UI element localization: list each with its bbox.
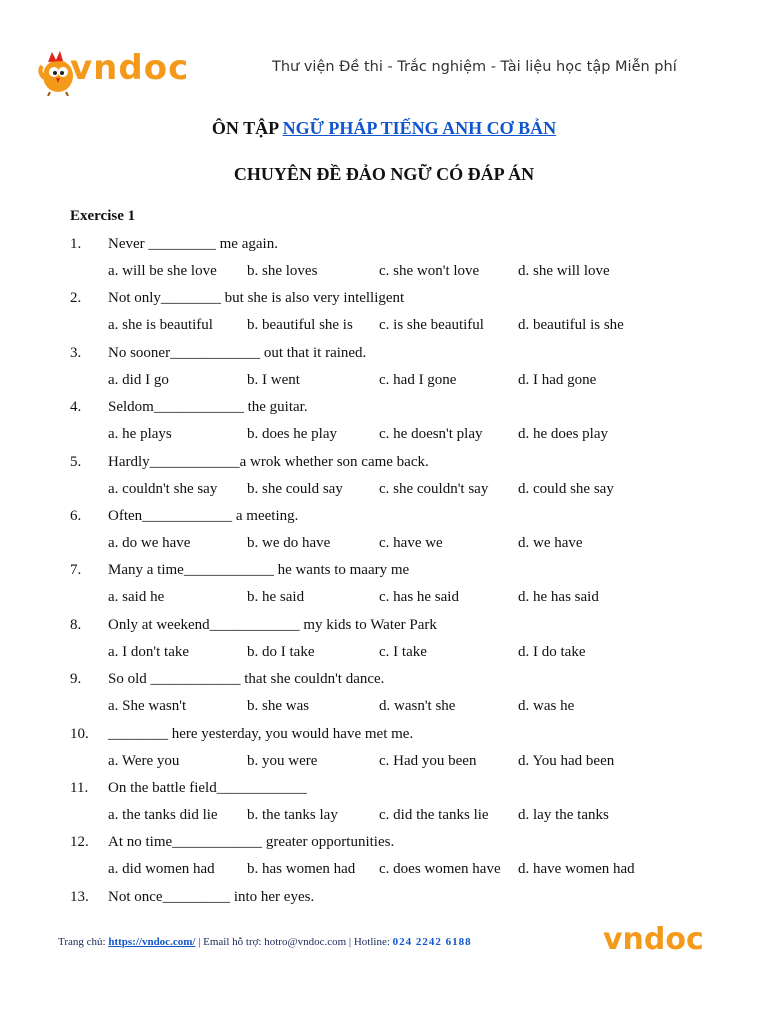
question-stem: No sooner____________ out that it rained. — [108, 344, 367, 361]
header-tagline: Thư viện Đề thi - Trắc nghiệm - Tài liệu học tập Miễn phí — [272, 59, 677, 75]
footer-vndoc-logo: vndoc — [603, 922, 704, 957]
option-d: d. You had been — [518, 752, 615, 769]
option-c: c. she couldn't say — [379, 480, 489, 497]
question-stem: Not once_________ into her eyes. — [108, 888, 315, 905]
footer-home-link[interactable]: https://vndoc.com/ — [108, 936, 196, 948]
question-stem: On the battle field____________ — [108, 779, 307, 796]
option-a: a. couldn't she say — [108, 480, 218, 497]
option-b: b. she was — [247, 698, 310, 715]
page-title — [0, 118, 768, 139]
option-c: c. has he said — [379, 589, 459, 606]
question-item — [0, 774, 768, 828]
page-header — [0, 0, 768, 110]
question-stem: Only at weekend____________ my kids to Water Park — [108, 616, 437, 633]
option-b: b. we do have — [247, 534, 331, 551]
question-number: 3. — [70, 344, 82, 361]
question-item — [0, 828, 768, 882]
option-a: a. she is beautiful — [108, 317, 213, 334]
option-d: d. was he — [518, 698, 575, 715]
option-a: a. Were you — [108, 752, 180, 769]
question-stem: So old ____________ that she couldn't dance. — [108, 671, 385, 688]
footer-email-text: | Email hỗ trợ: hotro@vndoc.com | Hotline: — [195, 936, 393, 948]
question-item — [0, 556, 768, 610]
question-stem: Hardly____________a wrok whether son came back. — [108, 453, 429, 470]
option-d: d. she will love — [518, 263, 610, 279]
question-item — [0, 720, 768, 774]
question-item — [0, 611, 768, 665]
title-prefix: ÔN TẬP — [211, 118, 283, 138]
option-b: b. has women had — [247, 861, 356, 878]
option-a: a. said he — [108, 589, 165, 606]
question-list — [0, 230, 768, 937]
option-b: b. beautiful she is — [247, 317, 353, 334]
question-number: 8. — [70, 616, 82, 633]
title-link[interactable]: NGỮ PHÁP TIẾNG ANH CƠ BẢN — [282, 118, 557, 138]
option-b: b. does he play — [247, 426, 337, 443]
vndoc-logo-text: vndoc — [70, 48, 190, 88]
option-d: d. have women had — [518, 861, 635, 878]
question-stem: Often____________ a meeting. — [108, 507, 299, 524]
option-d: d. I do take — [518, 643, 586, 660]
option-a: a. he plays — [108, 426, 172, 443]
option-b: b. she could say — [247, 480, 343, 497]
page-footer — [58, 936, 472, 948]
question-stem: ________ here yesterday, you would have met me. — [108, 725, 414, 742]
option-b: b. do I take — [247, 643, 315, 660]
question-number: 2. — [70, 290, 82, 307]
option-a: a. did I go — [108, 371, 169, 388]
option-d: d. I had gone — [518, 371, 597, 388]
question-item — [0, 339, 768, 393]
question-number: 9. — [70, 671, 82, 688]
option-a: a. did women had — [108, 861, 215, 878]
question-item — [0, 448, 768, 502]
footer-home-label: Trang chủ: — [58, 936, 109, 948]
option-c: c. have we — [379, 534, 443, 551]
option-d: d. lay the tanks — [518, 806, 609, 823]
option-c: c. he doesn't play — [379, 426, 483, 443]
option-c: c. is she beautiful — [379, 317, 484, 334]
question-number: 11. — [70, 779, 89, 796]
question-stem: Seldom____________ the guitar. — [108, 399, 308, 416]
option-d: d. we have — [518, 534, 583, 551]
question-number: 5. — [70, 453, 82, 470]
question-number: 12. — [70, 834, 89, 851]
question-item — [0, 284, 768, 338]
question-item — [0, 665, 768, 719]
option-b: b. the tanks lay — [247, 806, 338, 823]
footer-hotline: 024 2242 6188 — [392, 936, 472, 948]
option-a: a. do we have — [108, 534, 191, 551]
option-c: c. had I gone — [379, 371, 457, 388]
option-b: b. he said — [247, 589, 305, 606]
question-number: 6. — [70, 507, 82, 524]
question-number: 1. — [70, 236, 82, 252]
question-number: 10. — [70, 725, 89, 742]
option-b: b. I went — [247, 371, 300, 388]
question-number: 13. — [70, 888, 89, 905]
option-a: a. I don't take — [108, 643, 190, 660]
question-number: 7. — [70, 562, 82, 579]
option-b: b. you were — [247, 752, 318, 769]
option-a: a. will be she love — [108, 263, 217, 279]
question-item — [0, 502, 768, 556]
option-c: c. Had you been — [379, 752, 477, 769]
option-c: d. wasn't she — [379, 698, 456, 715]
question-item — [0, 230, 768, 284]
option-d: d. he does play — [518, 426, 608, 443]
page-subtitle: CHUYÊN ĐỀ ĐẢO NGỮ CÓ ĐÁP ÁN — [233, 164, 535, 184]
option-d: d. could she say — [518, 480, 614, 497]
option-a: a. She wasn't — [108, 698, 187, 715]
option-b: b. she loves — [247, 263, 318, 279]
question-stem: At no time____________ greater opportunities. — [108, 834, 395, 851]
question-stem: Many a time____________ he wants to maary me — [108, 562, 410, 579]
option-c: c. does women have — [379, 861, 501, 878]
option-d: d. he has said — [518, 589, 599, 606]
option-c: c. did the tanks lie — [379, 806, 489, 823]
option-d: d. beautiful is she — [518, 317, 624, 334]
question-stem: Not only________ but she is also very intelligent — [108, 290, 405, 307]
question-item — [0, 393, 768, 447]
option-a: a. the tanks did lie — [108, 806, 218, 823]
option-c: c. I take — [379, 643, 427, 660]
exercise-label: Exercise 1 — [70, 208, 136, 224]
question-number: 4. — [70, 399, 82, 416]
option-c: c. she won't love — [379, 263, 480, 279]
question-stem: Never _________ me again. — [108, 236, 278, 252]
